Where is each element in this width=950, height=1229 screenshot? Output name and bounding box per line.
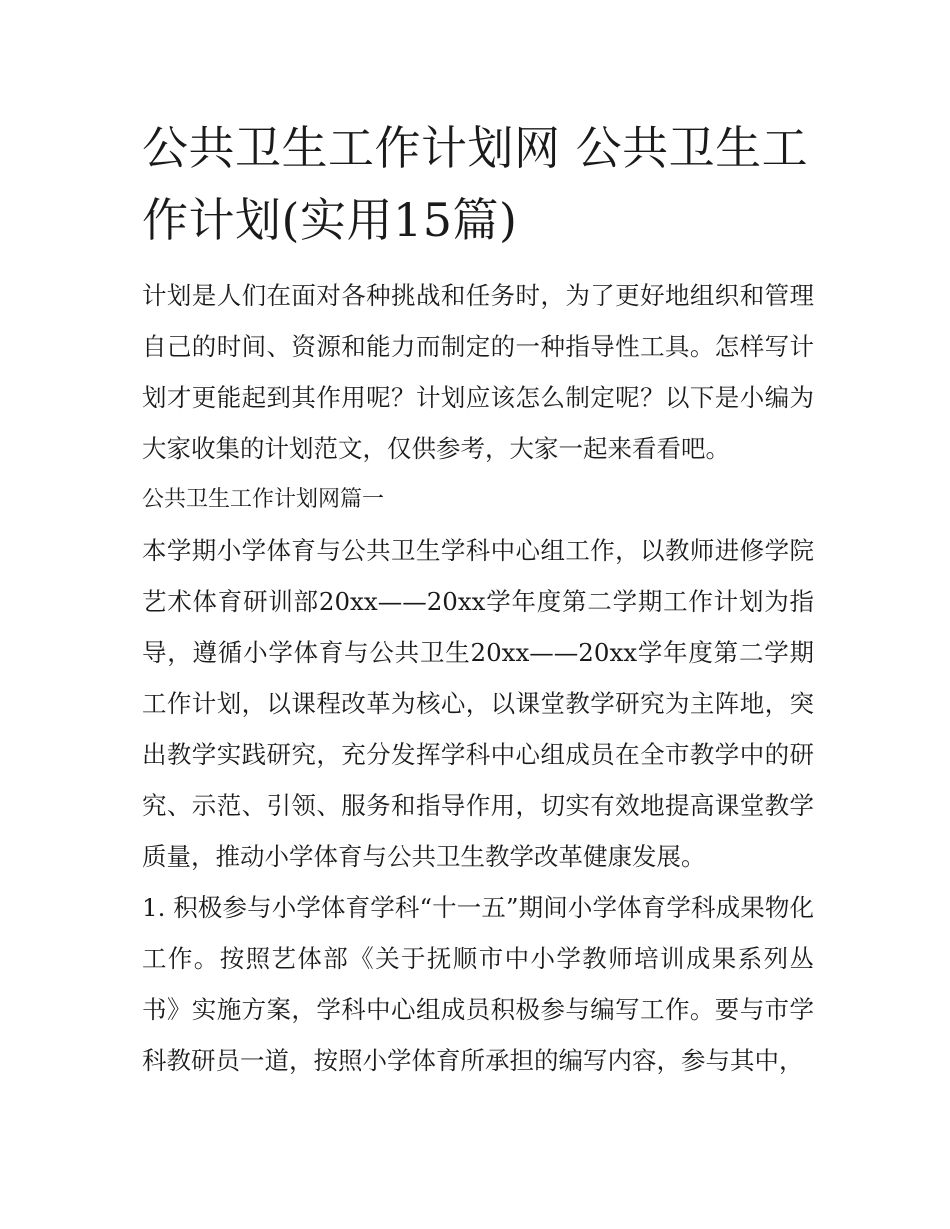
document-title: 公共卫生工作计划网 公共卫生工作计划(实用15篇) (142, 121, 809, 247)
intro-paragraph: 计划是人们在面对各种挑战和任务时，为了更好地组织和管理自己的时间、资源和能力而制定的一种指导性工具。怎样写计划才更能起到其作用呢？计划应该怎么制定呢？以下是小编为大家收集的计划范文，仅供参考，大家一起来看看吧。 (142, 281, 814, 463)
body-paragraph-1: 本学期小学体育与公共卫生学科中心组工作，以教师进修学院艺术体育研训部20xx——20xx学年度第二学期工作计划为指导，遵循小学体育与公共卫生20xx——20xx学年度第二学期工作计划，以课程改革为核心，以课堂教学研究为主阵地，突出教学实践研究，充分发挥学科中心组成员在全市教学中的研究、示范、引领、服务和指导作用，切实有效地提高课堂教学质量，推动小学体育与公共卫生教学改革健康发展。 (142, 536, 814, 871)
document-page (142, 112, 814, 1086)
section-heading: 公共卫生工作计划网篇一 (142, 487, 385, 512)
body-paragraph-2: 1. 积极参与小学体育学科“十一五”期间小学体育学科成果物化工作。按照艺体部《关于抚顺市中小学教师培训成果系列丛书》实施方案，学科中心组成员积极参与编写工作。要与市学科教研员一道，按照小学体育所承担的编写内容，参与其中， (142, 893, 814, 1075)
